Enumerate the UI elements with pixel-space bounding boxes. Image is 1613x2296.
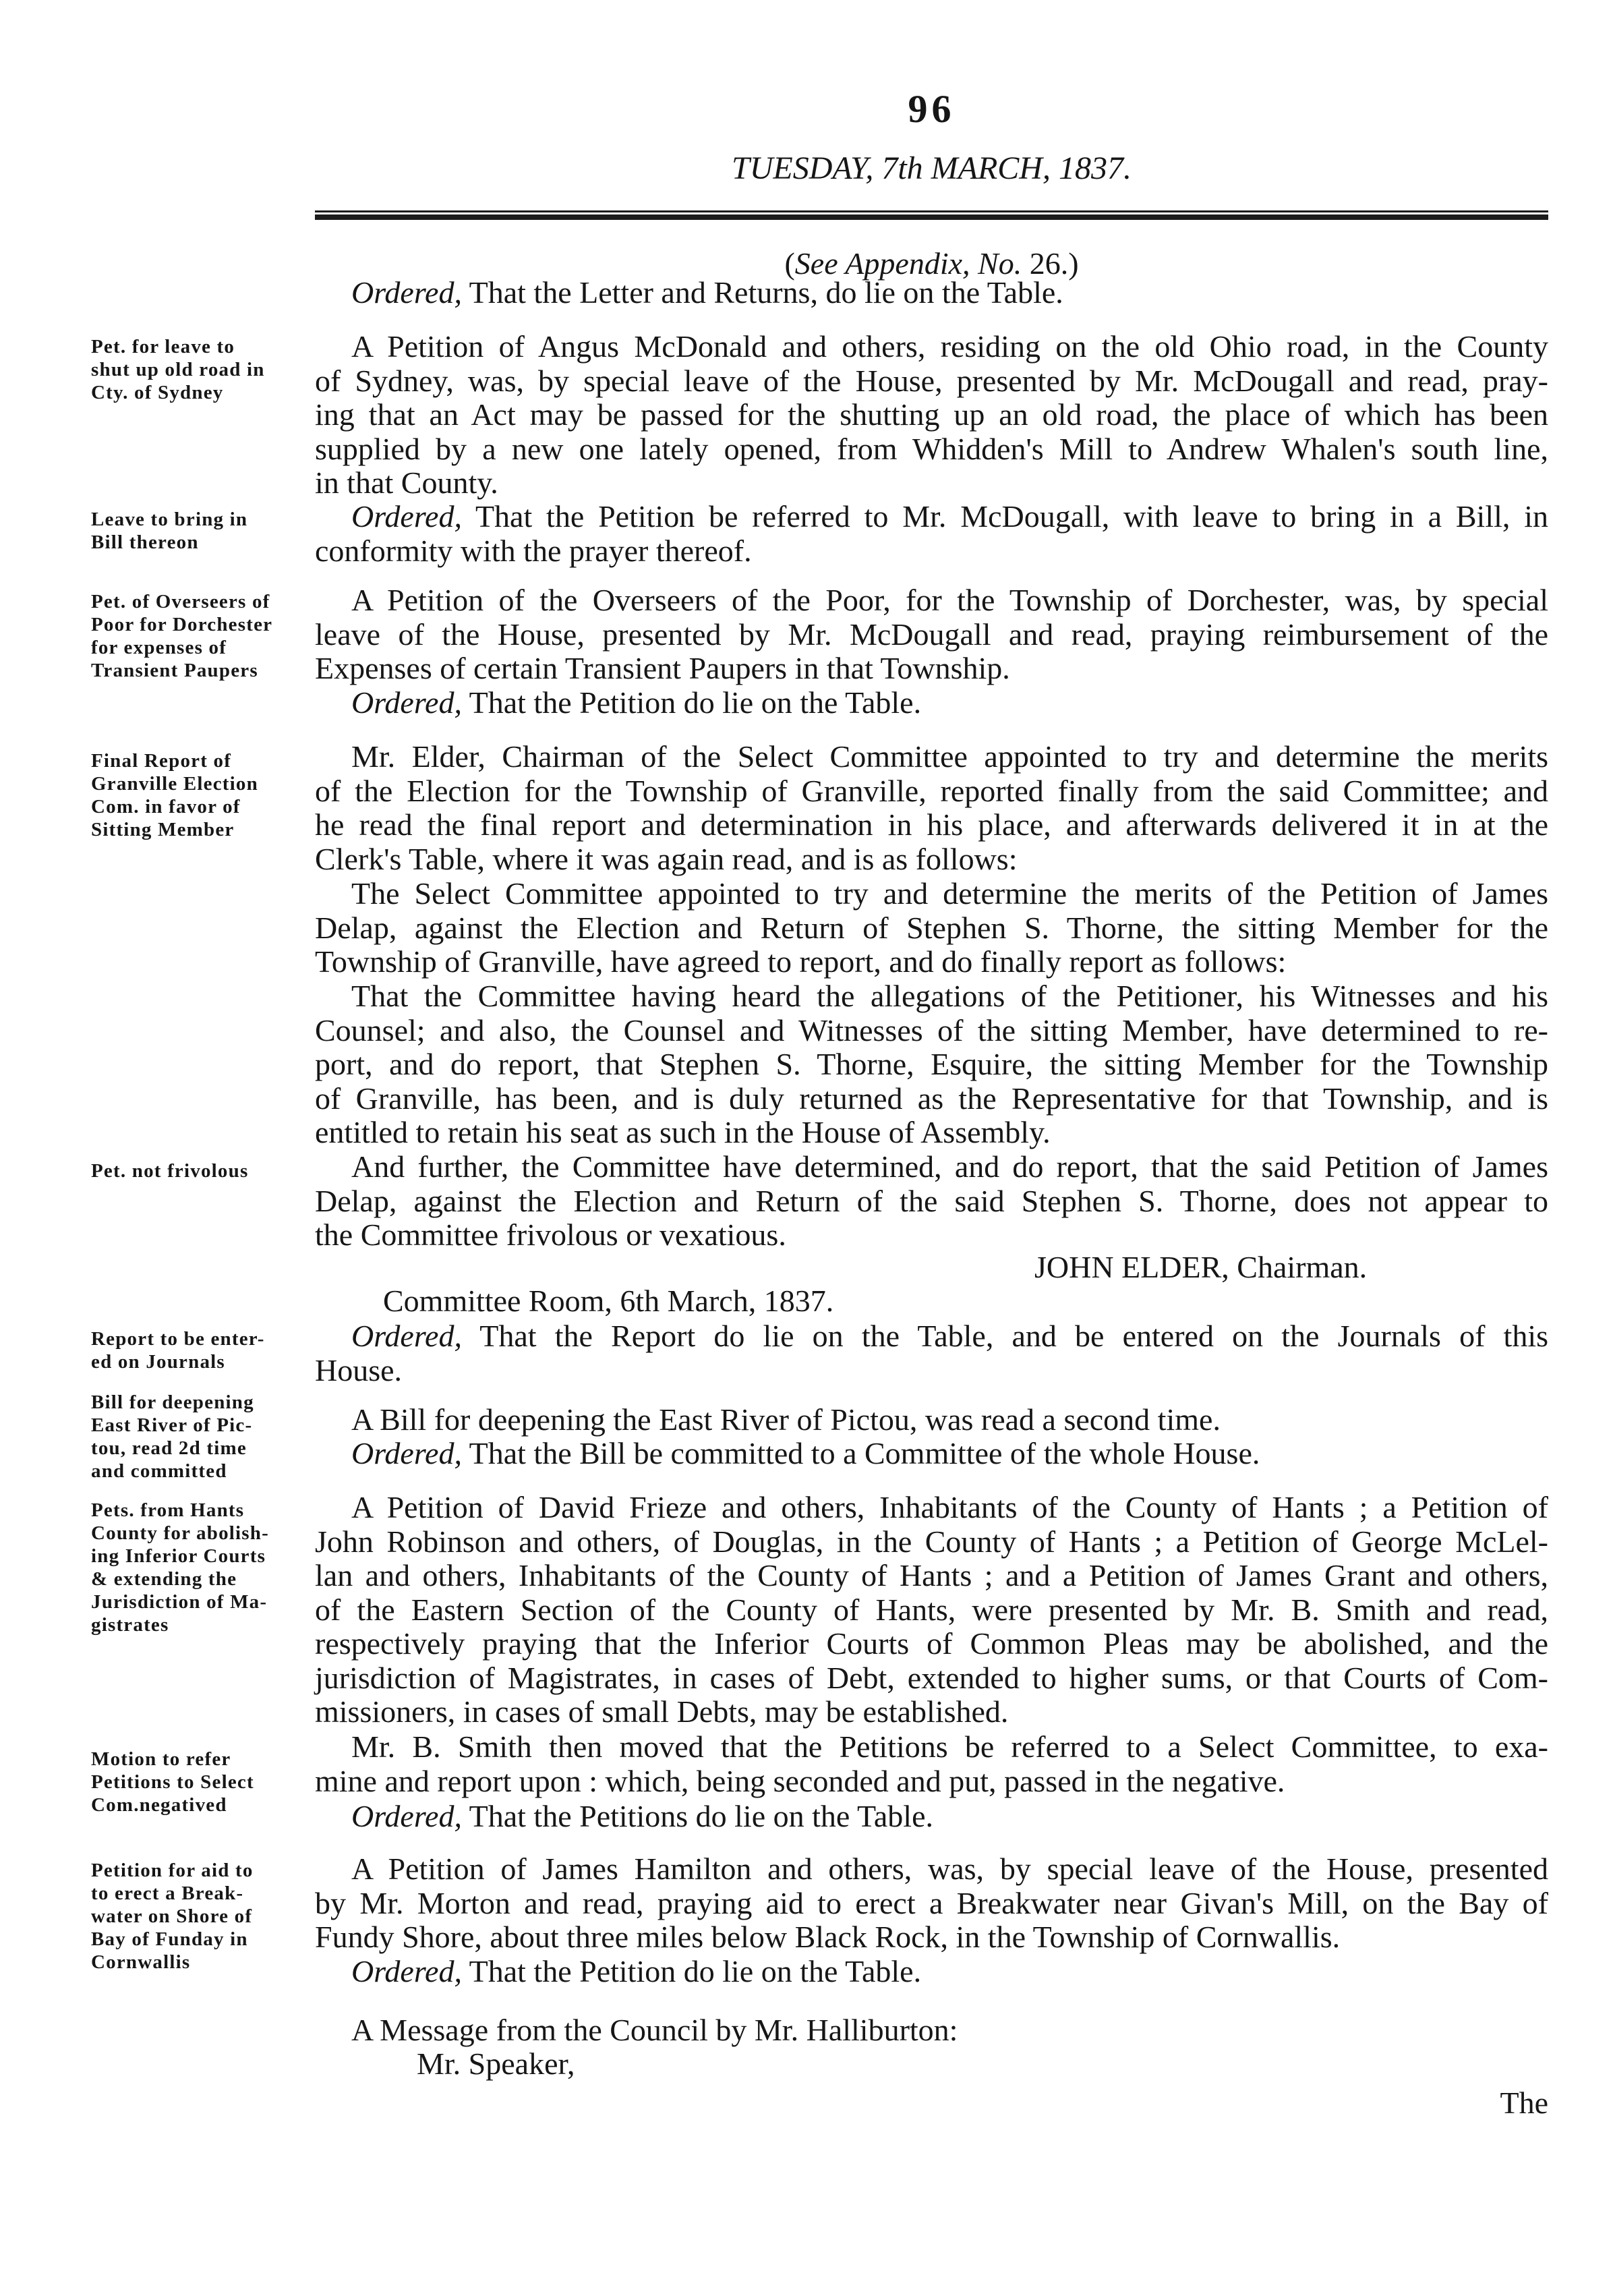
margin-note-line: Final Report of xyxy=(91,750,232,772)
text-line: And further, the Committee have determined, and do report, that the said Petition of James xyxy=(351,1149,1548,1184)
line-text: That the Petitions do lie on the Table. xyxy=(461,1799,933,1833)
text-line: A Petition of James Hamilton and others, was, by special leave of the House, presented xyxy=(351,1852,1548,1886)
text-line: of the Election for the Township of Granville, reported finally from the said Committee; and xyxy=(315,773,1548,808)
dorchester-petition xyxy=(315,583,1548,686)
text-line: lan and others, Inhabitants of the County of Hants ; and a Petition of James Grant and others, xyxy=(315,1558,1548,1592)
text-line: the Committee frivolous or vexatious. xyxy=(315,1217,786,1252)
committee-dateline: Committee Room, 6th March, 1837. xyxy=(383,1284,834,1318)
margin-note-line: shut up old road in xyxy=(91,359,265,380)
line-text: That the Petition be referred to Mr. McDougall, with leave to bring in a Bill, in xyxy=(461,499,1548,534)
text-line: A Petition of the Overseers of the Poor, for the Township of Dorchester, was, by special xyxy=(351,583,1548,617)
text-line: entitled to retain his seat as such in the House of Assembly. xyxy=(315,1115,1051,1149)
header-rule-thin xyxy=(315,210,1548,212)
text-line: supplied by a new one lately opened, from Whidden's Mill to Andrew Whalen's south line, xyxy=(315,431,1548,466)
line-text: That the Petition do lie on the Table. xyxy=(461,685,922,720)
margin-note-line: and committed xyxy=(91,1460,227,1482)
margin-note-line: gistrates xyxy=(91,1614,169,1636)
chairman-signature: JOHN ELDER, Chairman. xyxy=(1034,1250,1368,1284)
margin-note-line: Petitions to Select xyxy=(91,1771,254,1793)
text-line: That the Committee having heard the allegations of the Petitioner, his Witnesses and his xyxy=(351,979,1548,1013)
hamilton-petition xyxy=(315,1852,1548,1955)
text-line: leave of the House, presented by Mr. McDougall and read, praying reimbursement of the xyxy=(315,616,1548,652)
margin-note xyxy=(91,749,307,841)
pictou-bill xyxy=(315,1403,1548,1437)
margin-note-line: Transient Paupers xyxy=(91,660,258,681)
margin-note-line: East River of Pic- xyxy=(91,1414,253,1436)
margin-note xyxy=(91,1748,307,1816)
catchword: The xyxy=(1500,2086,1548,2120)
page-date-heading: TUESDAY, 7th MARCH, 1837. xyxy=(732,150,1132,186)
margin-note xyxy=(91,508,307,554)
margin-note-line: Cty. of Sydney xyxy=(91,382,224,403)
text-line: ing that an Act may be passed for the shutting up an old road, the place of which has been xyxy=(315,397,1548,432)
margin-note-line: Cornwallis xyxy=(91,1951,191,1973)
text-line xyxy=(315,1437,1548,1471)
margin-note-line: ing Inferior Courts xyxy=(91,1545,266,1567)
text-line: Fundy Shore, about three miles below Black Rock, in the Township of Cornwallis. xyxy=(315,1920,1341,1954)
text-line: A Petition of Angus McDonald and others, residing on the old Ohio road, in the County xyxy=(351,329,1548,364)
margin-note-line: tou, read 2d time xyxy=(91,1437,247,1459)
text-line: of Sydney, was, by special leave of the House, presented by Mr. McDougall and read, pray- xyxy=(315,363,1548,398)
margin-note-line: Com.negatived xyxy=(91,1794,227,1816)
text-line: John Robinson and others, of Douglas, in the County of Hants ; a Petition of George McLel- xyxy=(315,1524,1548,1559)
margin-note-line: Com. in favor of xyxy=(91,796,241,817)
text-line: Expenses of certain Transient Paupers in that Township. xyxy=(315,651,1010,685)
granville-report xyxy=(315,740,1548,876)
text-line: Mr. B. Smith then moved that the Petitions be referred to a Select Committee, to exa- xyxy=(351,1729,1548,1764)
margin-note-line: Sitting Member xyxy=(91,819,235,840)
margin-note-line: Bill for deepening xyxy=(91,1391,254,1413)
text-line xyxy=(315,1800,1548,1834)
dorchester-order xyxy=(315,686,1548,720)
committee-determination xyxy=(315,979,1548,1150)
margin-note-line: to erect a Break- xyxy=(91,1883,244,1904)
text-line xyxy=(315,500,1548,534)
ordered-label: Ordered, xyxy=(351,1954,462,1988)
text-line: House. xyxy=(315,1352,403,1387)
margin-note-line: Jurisdiction of Ma- xyxy=(91,1591,268,1613)
page-number: 96 xyxy=(908,87,956,131)
margin-note-line: Motion to refer xyxy=(91,1748,231,1770)
text-line: Delap, against the Election and Return of Stephen S. Thorne, the sitting Member for the xyxy=(315,910,1548,945)
text-line: in that County. xyxy=(315,465,498,500)
text-line: jurisdiction of Magistrates, in cases of Debt, extended to higher sums, or that Courts of Com- xyxy=(315,1660,1548,1695)
text-line: of Granville, has been, and is duly returned as the Representative for that Township, and is xyxy=(315,1081,1548,1116)
text-line xyxy=(315,276,1548,310)
smith-motion xyxy=(315,1730,1548,1798)
text-line: he read the final report and determination in his place, and afterwards delivered it in at the xyxy=(315,807,1548,842)
line-text: That the Report do lie on the Table, and be entered on the Journals of this xyxy=(461,1319,1548,1353)
hamilton-order xyxy=(315,1955,1548,1989)
committee-finding xyxy=(315,877,1548,979)
text-line: A Bill for deepening the East River of Pictou, was read a second time. xyxy=(351,1402,1221,1437)
text-line: mine and report upon : which, being seconded and put, passed in the negative. xyxy=(315,1763,1285,1798)
text-line: of the Eastern Section of the County of Hants, were presented by Mr. B. Smith and read, xyxy=(315,1592,1548,1627)
line-text: That the Bill be committed to a Committee of the whole House. xyxy=(461,1436,1260,1470)
ordered-label: Ordered, xyxy=(351,1319,462,1353)
letter-order xyxy=(315,276,1548,310)
margin-note xyxy=(91,1391,307,1483)
header-rule-thick xyxy=(315,214,1548,220)
margin-note xyxy=(91,1859,307,1974)
margin-note-line: Pets. from Hants xyxy=(91,1499,245,1521)
margin-note-line: Pet. for leave to xyxy=(91,336,235,357)
committee-frivolous xyxy=(315,1150,1548,1253)
mcdonald-order xyxy=(315,500,1548,568)
margin-note xyxy=(91,590,307,682)
ordered-label: Ordered, xyxy=(351,685,462,720)
text-line: A Petition of David Frieze and others, Inhabitants of the County of Hants ; a Petition of xyxy=(351,1490,1548,1524)
text-line: Township of Granville, have agreed to report, and do finally report as follows: xyxy=(315,944,1287,979)
text-line: Mr. Elder, Chairman of the Select Committee appointed to try and determine the merits xyxy=(351,739,1548,774)
text-line: Counsel; and also, the Counsel and Witnesses of the sitting Member, have determined to re- xyxy=(315,1012,1548,1047)
ordered-label: Ordered, xyxy=(351,499,462,534)
text-line: missioners, in cases of small Debts, may be established. xyxy=(315,1694,1009,1729)
speaker-address: Mr. Speaker, xyxy=(417,2046,575,2081)
text-line: Clerk's Table, where it was again read, and is as follows: xyxy=(315,841,1018,876)
line-text: That the Petition do lie on the Table. xyxy=(461,1954,922,1988)
text-line: conformity with the prayer thereof. xyxy=(315,533,752,568)
pictou-order xyxy=(315,1437,1548,1471)
margin-note xyxy=(91,335,307,404)
appendix-label: See Appendix, No. xyxy=(794,246,1022,281)
margin-note-line: ed on Journals xyxy=(91,1351,225,1373)
ordered-label: Ordered, xyxy=(351,1799,462,1833)
margin-note-line: Granville Election xyxy=(91,773,258,795)
text-line: The Select Committee appointed to try and determine the merits of the Petition of James xyxy=(351,876,1548,911)
margin-note-line: for expenses of xyxy=(91,637,227,658)
text-line xyxy=(315,686,1548,720)
line-text: That the Letter and Returns, do lie on the Table. xyxy=(461,275,1063,310)
margin-note-line: County for abolish- xyxy=(91,1522,269,1544)
text-line: port, and do report, that Stephen S. Thorne, Esquire, the sitting Member for the Township xyxy=(315,1047,1548,1081)
hants-order xyxy=(315,1800,1548,1834)
text-line: respectively praying that the Inferior Courts of Common Pleas may be abolished, and the xyxy=(315,1626,1548,1661)
margin-note-line: water on Shore of xyxy=(91,1905,253,1927)
appendix-number: 26.) xyxy=(1022,246,1079,281)
text-line: Delap, against the Election and Return of the said Stephen S. Thorne, does not appear to xyxy=(315,1183,1548,1218)
margin-note-line: Report to be enter- xyxy=(91,1328,265,1350)
margin-note-line: Poor for Dorchester xyxy=(91,614,273,635)
margin-note-line: Bill thereon xyxy=(91,532,199,553)
margin-note-line: Pet. of Overseers of xyxy=(91,591,270,612)
report-order xyxy=(315,1319,1548,1387)
ordered-label: Ordered, xyxy=(351,1436,462,1470)
appendix-open: ( xyxy=(784,246,795,281)
text-line: by Mr. Morton and read, praying aid to erect a Breakwater near Givan's Mill, on the Bay of xyxy=(315,1885,1548,1920)
margin-note-line: Petition for aid to xyxy=(91,1860,254,1881)
hants-petitions xyxy=(315,1491,1548,1729)
margin-note-line: Bay of Funday in xyxy=(91,1928,248,1950)
margin-note xyxy=(91,1499,307,1636)
margin-note-line: Pet. not frivolous xyxy=(91,1160,249,1182)
mcdonald-petition xyxy=(315,330,1548,500)
margin-note xyxy=(91,1159,307,1182)
council-message: A Message from the Council by Mr. Halliburton: xyxy=(351,2013,958,2047)
margin-note xyxy=(91,1327,307,1373)
margin-note-line: Leave to bring in xyxy=(91,509,248,530)
ordered-label: Ordered, xyxy=(351,275,462,310)
text-line xyxy=(315,1319,1548,1354)
text-line xyxy=(315,1955,1548,1989)
margin-note-line: & extending the xyxy=(91,1568,237,1590)
